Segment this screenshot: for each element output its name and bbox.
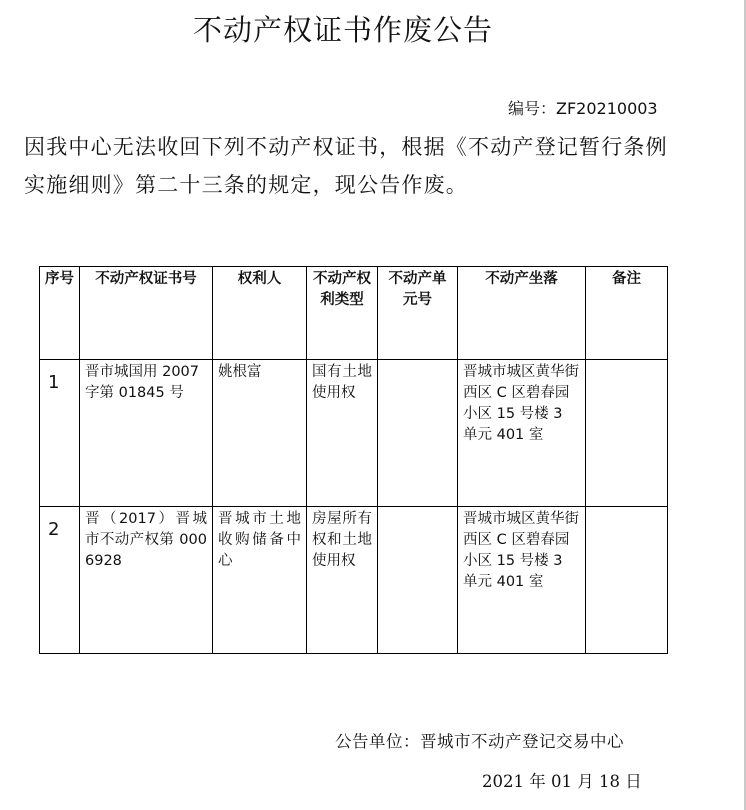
header-index: 序号 [40,267,80,360]
row-certificate-number: 晋市城国用 2007 字第 01845 号 [80,360,213,507]
notice-body: 因我中心无法收回下列不动产权证书，根据《不动产登记暂行条例实施细则》第二十三条的规定，现公告作废。 [24,135,668,197]
table-header-row [40,267,668,360]
row-location: 晋城市城区黄华街西区 C 区碧春园小区 15 号楼 3 单元 401 室 [458,360,586,507]
row-unit-number [378,360,458,507]
header-unit-number: 不动产单元号 [378,267,458,360]
notice-title: 不动产权证书作废公告 [192,13,493,47]
row-owner: 姚根富 [213,360,307,507]
row-owner: 晋城市土地收购储备中心 [213,507,307,654]
table-row [40,360,668,507]
header-owner: 权利人 [213,267,307,360]
row-index: 1 [40,360,80,507]
notice-date: 2021 年 01 月 18 日 [482,772,642,791]
header-right-type: 不动产权利类型 [307,267,378,360]
row-remark [586,360,668,507]
header-certificate-number: 不动产权证书号 [80,267,213,360]
header-remark: 备注 [586,267,668,360]
row-right-type: 房屋所有权和土地使用权 [307,507,378,654]
header-location: 不动产坐落 [458,267,586,360]
row-certificate-number: 晋（2017）晋城市不动产权第 0006928 [80,507,213,654]
table-row [40,507,668,654]
row-index: 2 [40,507,80,654]
row-location: 晋城市城区黄华街西区 C 区碧春园小区 15 号楼 3 单元 401 室 [458,507,586,654]
issuing-organization: 公告单位：晋城市不动产登记交易中心 [335,732,624,751]
row-right-type: 国有土地使用权 [307,360,378,507]
certificate-table [39,266,668,654]
row-unit-number [378,507,458,654]
notice-number: 编号：ZF20210003 [508,99,658,118]
row-remark [586,507,668,654]
